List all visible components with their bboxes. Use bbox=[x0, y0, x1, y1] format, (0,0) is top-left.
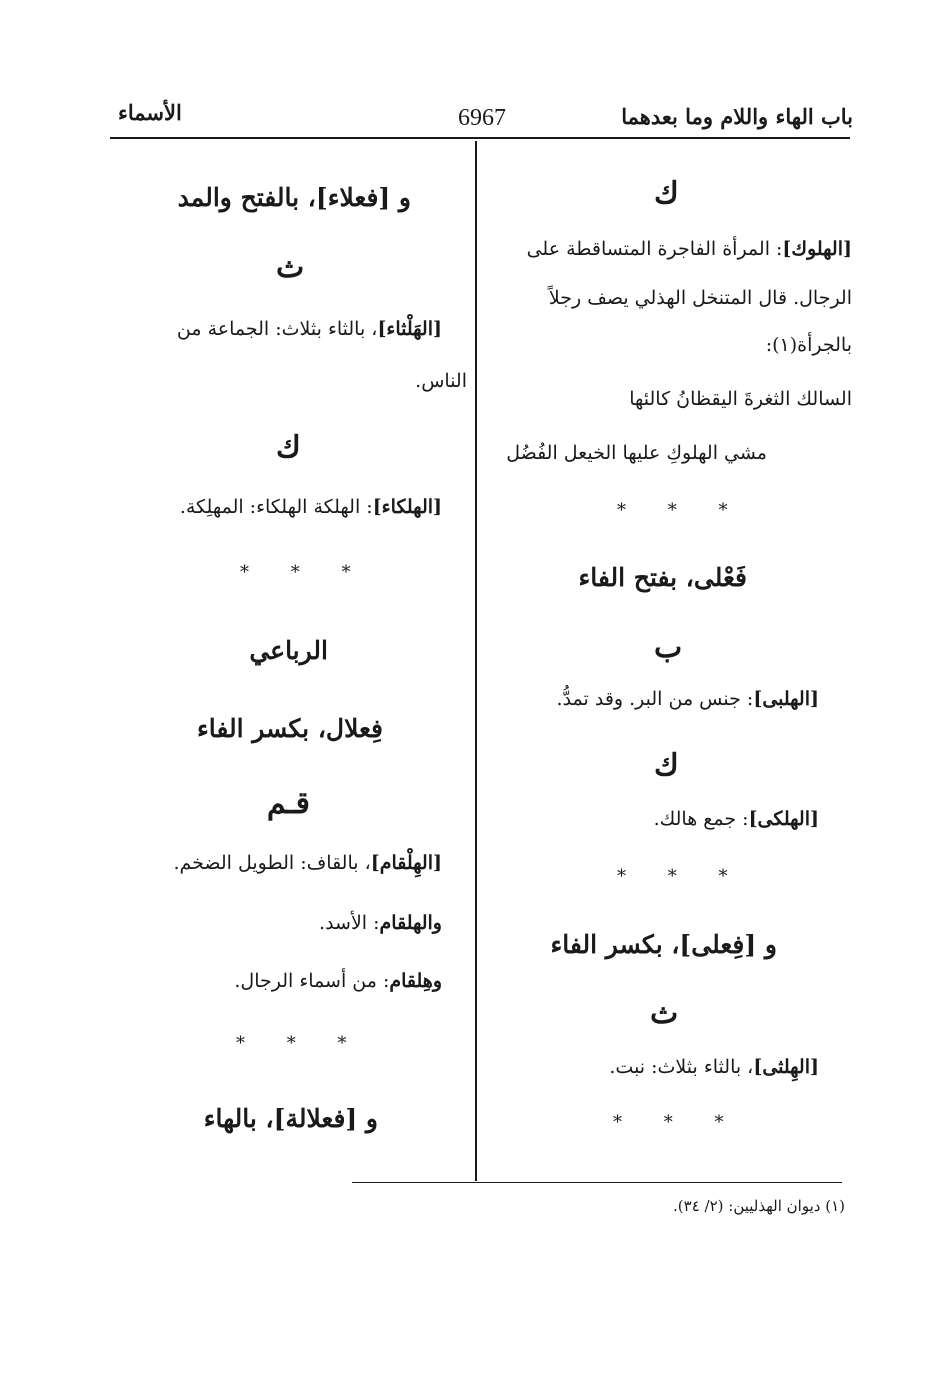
separator-stars: * * * bbox=[617, 866, 746, 887]
entry-definition: : جمع هالك. bbox=[653, 808, 749, 830]
entry-definition: : الهلكة الهلكاء: المهلِكة. bbox=[179, 496, 373, 518]
entry-definition: ، بالثاء بثلاث: نبت. bbox=[609, 1056, 754, 1078]
running-head-left: الأسماء bbox=[118, 100, 182, 125]
entry-halba bbox=[557, 688, 819, 710]
entry-term: والهلقام bbox=[379, 912, 442, 934]
entry-term: [الهَلْثاء] bbox=[377, 318, 442, 340]
entry-term: [الهلكى] bbox=[748, 808, 819, 830]
page-number: 6967 bbox=[458, 105, 506, 131]
section-heading-filala: و [فعلالة]، بالهاء bbox=[203, 1104, 378, 1133]
verse-line-1: السالك الثغرةَ اليقظانُ كالئها bbox=[629, 388, 852, 410]
entry-definition: ، بالقاف: الطويل الضخم. bbox=[173, 852, 371, 874]
entry-halthaa-line-2: الناس. bbox=[415, 370, 467, 392]
footnote-rule bbox=[352, 1182, 842, 1183]
entry-halouk-line-3: بالجرأة(١): bbox=[765, 334, 852, 356]
section-letter-ba: ب bbox=[654, 630, 683, 665]
entry-term: [الهِلثى] bbox=[753, 1056, 819, 1078]
section-letter-tha: ث bbox=[276, 250, 305, 285]
separator-stars: * * * bbox=[240, 562, 369, 583]
entry-term: وهِلقام bbox=[389, 970, 442, 992]
entry-definition: : جنس من البر. وقد تمدُّ. bbox=[556, 688, 754, 710]
section-letter-kaf: ك bbox=[654, 748, 679, 783]
entry-definition: : الأسد. bbox=[319, 912, 380, 934]
entry-definition: : المرأة الفاجرة المتساقطة على bbox=[526, 238, 783, 260]
entry-term: [الهلوك] bbox=[782, 238, 852, 260]
section-heading-rubai: الرباعي bbox=[249, 636, 328, 665]
entry-hilqam-lion bbox=[319, 912, 442, 934]
verse-line-2: مشي الهلوكِ عليها الخيعل الفُضُل bbox=[506, 442, 767, 464]
section-letter-tha: ث bbox=[650, 996, 679, 1031]
entry-halouk-line-2: الرجال. قال المتنخل الهذلي يصف رجلاً bbox=[548, 287, 852, 309]
entry-halthaa-line-1 bbox=[177, 318, 442, 340]
section-letter-kaf: ك bbox=[654, 176, 679, 211]
entry-hilthi bbox=[609, 1056, 819, 1078]
entry-term: [الهِلْقام] bbox=[370, 852, 442, 874]
separator-stars: * * * bbox=[613, 1112, 742, 1133]
section-letter-qaf-mim: قـم bbox=[266, 786, 310, 821]
running-head-right: باب الهاء واللام وما بعدهما bbox=[621, 104, 853, 129]
footnote: (١) ديوان الهذليين: (٢/ ٣٤). bbox=[673, 1197, 845, 1215]
entry-hilqam-name bbox=[234, 970, 442, 992]
entry-definition: ، بالثاء بثلاث: الجماعة من bbox=[176, 318, 378, 340]
entry-definition: : من أسماء الرجال. bbox=[234, 970, 390, 992]
entry-term: [الهلكاء] bbox=[372, 496, 442, 518]
entry-halouk-line-1 bbox=[527, 238, 852, 260]
entry-halka bbox=[654, 808, 819, 830]
section-heading-filla: و [فِعلى]، بكسر الفاء bbox=[550, 930, 777, 959]
section-heading-filal: فِعلال، بكسر الفاء bbox=[196, 714, 383, 743]
section-letter-kaf: ك bbox=[276, 430, 301, 465]
section-heading-fala: فَعْلى، بفتح الفاء bbox=[578, 563, 747, 592]
entry-halkaa bbox=[180, 496, 442, 518]
header-rule bbox=[110, 137, 850, 139]
separator-stars: * * * bbox=[617, 500, 746, 521]
entry-hilqam bbox=[173, 852, 442, 874]
section-heading-falaa: و [فعلاء]، بالفتح والمد bbox=[177, 183, 411, 212]
column-divider bbox=[475, 141, 477, 1181]
separator-stars: * * * bbox=[236, 1033, 365, 1054]
entry-term: [الهلبى] bbox=[753, 688, 819, 710]
